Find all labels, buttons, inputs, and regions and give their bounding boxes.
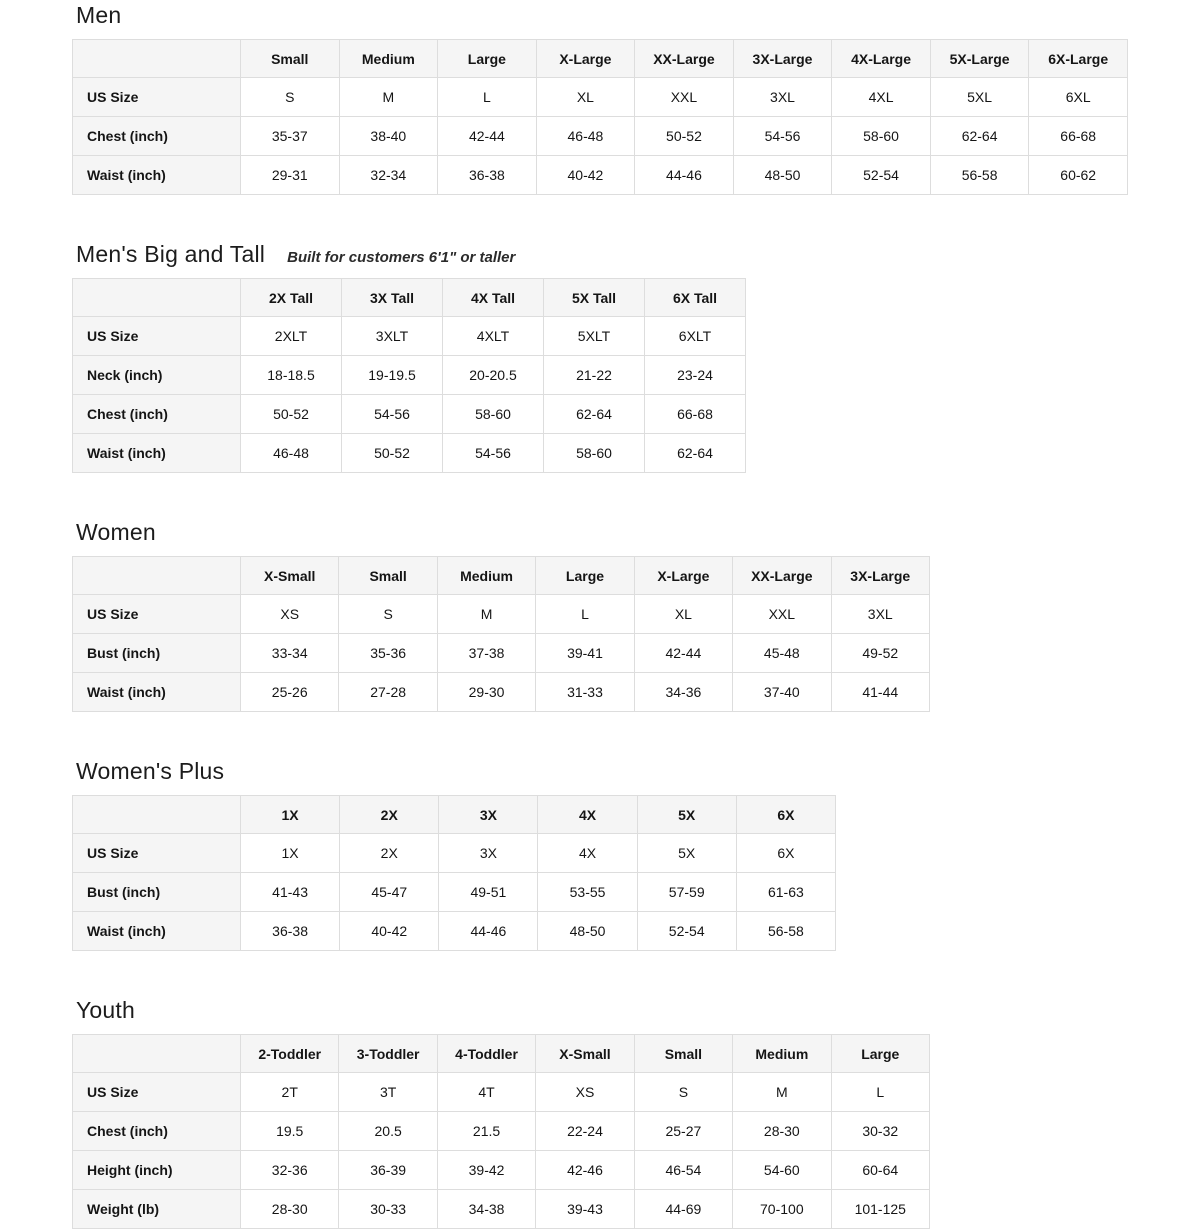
column-header: X-Small xyxy=(241,557,339,595)
size-value-cell: M xyxy=(437,595,535,634)
column-header: 2-Toddler xyxy=(241,1035,339,1073)
size-value-cell: XS xyxy=(536,1073,634,1112)
size-value-cell: 3XL xyxy=(733,78,832,117)
table-row xyxy=(73,834,836,873)
size-value-cell: 50-52 xyxy=(342,434,443,473)
header-row xyxy=(73,557,930,595)
size-table xyxy=(72,795,836,951)
size-value-cell: 29-30 xyxy=(437,673,535,712)
size-value-cell: 54-60 xyxy=(733,1151,831,1190)
size-value-cell: 20.5 xyxy=(339,1112,437,1151)
table-row xyxy=(73,317,746,356)
column-header: Large xyxy=(438,40,537,78)
row-label: Waist (inch) xyxy=(73,673,241,712)
size-value-cell: 4XLT xyxy=(443,317,544,356)
size-value-cell: 57-59 xyxy=(637,873,736,912)
table-row xyxy=(73,673,930,712)
size-value-cell: 3X xyxy=(439,834,538,873)
size-value-cell: 54-56 xyxy=(733,117,832,156)
size-value-cell: 50-52 xyxy=(635,117,734,156)
section-title-text: Youth xyxy=(76,997,135,1023)
size-table-mens-big-tall xyxy=(72,278,1130,473)
section-mens-big-tall xyxy=(72,241,1130,473)
section-youth xyxy=(72,997,1130,1229)
size-value-cell: 30-32 xyxy=(831,1112,929,1151)
size-value-cell: 48-50 xyxy=(733,156,832,195)
size-value-cell: 62-64 xyxy=(645,434,746,473)
size-table-men xyxy=(72,39,1130,195)
size-value-cell: 48-50 xyxy=(538,912,637,951)
column-header: 6X xyxy=(736,796,835,834)
size-table xyxy=(72,556,930,712)
header-row xyxy=(73,796,836,834)
size-value-cell: L xyxy=(536,595,634,634)
section-title-text: Men xyxy=(76,2,122,28)
header-row xyxy=(73,40,1128,78)
column-header: 3X Tall xyxy=(342,279,443,317)
column-header: 2X Tall xyxy=(241,279,342,317)
size-value-cell: 58-60 xyxy=(544,434,645,473)
size-value-cell: 20-20.5 xyxy=(443,356,544,395)
size-value-cell: 1X xyxy=(241,834,340,873)
size-value-cell: 50-52 xyxy=(241,395,342,434)
column-header: 3X xyxy=(439,796,538,834)
size-value-cell: 44-69 xyxy=(634,1190,732,1229)
size-value-cell: 4XL xyxy=(832,78,931,117)
column-header: 3X-Large xyxy=(831,557,929,595)
column-header: XX-Large xyxy=(635,40,734,78)
size-value-cell: 42-46 xyxy=(536,1151,634,1190)
row-label: Waist (inch) xyxy=(73,912,241,951)
section-title-text: Men's Big and Tall xyxy=(76,241,266,267)
size-value-cell: 54-56 xyxy=(342,395,443,434)
size-value-cell: 29-31 xyxy=(241,156,340,195)
size-value-cell: 42-44 xyxy=(634,634,732,673)
column-header: Medium xyxy=(733,1035,831,1073)
column-header: Large xyxy=(536,557,634,595)
column-header: Medium xyxy=(339,40,438,78)
size-value-cell: S xyxy=(634,1073,732,1112)
size-value-cell: 36-39 xyxy=(339,1151,437,1190)
header-row xyxy=(73,279,746,317)
size-value-cell: 34-36 xyxy=(634,673,732,712)
section-womens-plus xyxy=(72,758,1130,951)
section-title-mens-big-tall xyxy=(76,241,1130,268)
size-value-cell: 56-58 xyxy=(930,156,1029,195)
size-value-cell: 2XLT xyxy=(241,317,342,356)
row-label: US Size xyxy=(73,1073,241,1112)
row-label: Weight (lb) xyxy=(73,1190,241,1229)
table-row xyxy=(73,1151,930,1190)
row-label: Chest (inch) xyxy=(73,117,241,156)
column-header: Small xyxy=(241,40,340,78)
row-label: Chest (inch) xyxy=(73,395,241,434)
table-row xyxy=(73,395,746,434)
section-title-youth xyxy=(76,997,1130,1024)
size-value-cell: 19-19.5 xyxy=(342,356,443,395)
column-header: Large xyxy=(831,1035,929,1073)
size-value-cell: 38-40 xyxy=(339,117,438,156)
size-value-cell: 31-33 xyxy=(536,673,634,712)
column-header: 6X Tall xyxy=(645,279,746,317)
size-value-cell: 18-18.5 xyxy=(241,356,342,395)
size-value-cell: 54-56 xyxy=(443,434,544,473)
size-value-cell: 46-48 xyxy=(241,434,342,473)
size-table xyxy=(72,278,746,473)
column-header: 6X-Large xyxy=(1029,40,1128,78)
size-value-cell: 19.5 xyxy=(241,1112,339,1151)
column-header: 4-Toddler xyxy=(437,1035,535,1073)
size-value-cell: 49-51 xyxy=(439,873,538,912)
table-row xyxy=(73,1073,930,1112)
size-value-cell: 2T xyxy=(241,1073,339,1112)
column-header: XX-Large xyxy=(733,557,831,595)
size-value-cell: 49-52 xyxy=(831,634,929,673)
column-header: 5X xyxy=(637,796,736,834)
size-value-cell: 22-24 xyxy=(536,1112,634,1151)
size-value-cell: 46-48 xyxy=(536,117,635,156)
size-value-cell: 45-47 xyxy=(340,873,439,912)
size-value-cell: 66-68 xyxy=(645,395,746,434)
section-title-women xyxy=(76,519,1130,546)
size-value-cell: 28-30 xyxy=(241,1190,339,1229)
column-header: Small xyxy=(339,557,437,595)
size-value-cell: 36-38 xyxy=(438,156,537,195)
size-value-cell: 5XL xyxy=(930,78,1029,117)
section-title-womens-plus xyxy=(76,758,1130,785)
column-header: Medium xyxy=(437,557,535,595)
row-label: US Size xyxy=(73,834,241,873)
size-value-cell: 41-43 xyxy=(241,873,340,912)
size-value-cell: 5X xyxy=(637,834,736,873)
column-header: X-Large xyxy=(634,557,732,595)
column-header: Small xyxy=(634,1035,732,1073)
table-row xyxy=(73,595,930,634)
row-label: Height (inch) xyxy=(73,1151,241,1190)
size-table-womens-plus xyxy=(72,795,1130,951)
size-value-cell: 35-36 xyxy=(339,634,437,673)
size-value-cell: 52-54 xyxy=(637,912,736,951)
size-value-cell: 41-44 xyxy=(831,673,929,712)
size-value-cell: 39-41 xyxy=(536,634,634,673)
size-value-cell: 39-43 xyxy=(536,1190,634,1229)
size-value-cell: XXL xyxy=(733,595,831,634)
size-value-cell: 53-55 xyxy=(538,873,637,912)
row-label: Waist (inch) xyxy=(73,434,241,473)
column-header: X-Small xyxy=(536,1035,634,1073)
column-header: 3X-Large xyxy=(733,40,832,78)
column-header: 5X-Large xyxy=(930,40,1029,78)
size-table-women xyxy=(72,556,1130,712)
size-value-cell: 21-22 xyxy=(544,356,645,395)
size-value-cell: 40-42 xyxy=(340,912,439,951)
size-value-cell: 36-38 xyxy=(241,912,340,951)
size-value-cell: 25-27 xyxy=(634,1112,732,1151)
size-value-cell: 58-60 xyxy=(443,395,544,434)
column-header: 5X Tall xyxy=(544,279,645,317)
size-value-cell: 3T xyxy=(339,1073,437,1112)
size-value-cell: 4X xyxy=(538,834,637,873)
size-value-cell: 66-68 xyxy=(1029,117,1128,156)
table-row xyxy=(73,634,930,673)
size-value-cell: 5XLT xyxy=(544,317,645,356)
column-header: X-Large xyxy=(536,40,635,78)
header-row xyxy=(73,1035,930,1073)
size-value-cell: 23-24 xyxy=(645,356,746,395)
column-header: 4X xyxy=(538,796,637,834)
corner-cell xyxy=(73,279,241,317)
section-title-men xyxy=(76,2,1130,29)
size-value-cell: 56-58 xyxy=(736,912,835,951)
section-subtitle-text: Built for customers 6'1" or taller xyxy=(287,249,516,266)
size-value-cell: 32-34 xyxy=(339,156,438,195)
table-row xyxy=(73,434,746,473)
size-value-cell: 3XL xyxy=(831,595,929,634)
section-title-text: Women xyxy=(76,519,156,545)
section-women xyxy=(72,519,1130,712)
row-label: Bust (inch) xyxy=(73,634,241,673)
corner-cell xyxy=(73,796,241,834)
section-title-text: Women's Plus xyxy=(76,758,225,784)
size-value-cell: 46-54 xyxy=(634,1151,732,1190)
size-value-cell: 25-26 xyxy=(241,673,339,712)
table-row xyxy=(73,78,1128,117)
size-value-cell: 27-28 xyxy=(339,673,437,712)
size-value-cell: 58-60 xyxy=(832,117,931,156)
row-label: Bust (inch) xyxy=(73,873,241,912)
size-value-cell: L xyxy=(831,1073,929,1112)
row-label: US Size xyxy=(73,595,241,634)
row-label: US Size xyxy=(73,317,241,356)
row-label: Waist (inch) xyxy=(73,156,241,195)
size-value-cell: 6X xyxy=(736,834,835,873)
size-table xyxy=(72,39,1128,195)
size-value-cell: 4T xyxy=(437,1073,535,1112)
size-value-cell: M xyxy=(339,78,438,117)
table-row xyxy=(73,873,836,912)
size-value-cell: M xyxy=(733,1073,831,1112)
size-value-cell: S xyxy=(241,78,340,117)
size-value-cell: 6XLT xyxy=(645,317,746,356)
size-value-cell: 42-44 xyxy=(438,117,537,156)
size-value-cell: 45-48 xyxy=(733,634,831,673)
row-label: Chest (inch) xyxy=(73,1112,241,1151)
size-value-cell: 37-38 xyxy=(437,634,535,673)
table-row xyxy=(73,156,1128,195)
size-value-cell: 37-40 xyxy=(733,673,831,712)
column-header: 2X xyxy=(340,796,439,834)
size-value-cell: 34-38 xyxy=(437,1190,535,1229)
size-value-cell: 30-33 xyxy=(339,1190,437,1229)
size-value-cell: 70-100 xyxy=(733,1190,831,1229)
size-value-cell: 2X xyxy=(340,834,439,873)
table-row xyxy=(73,117,1128,156)
size-value-cell: 61-63 xyxy=(736,873,835,912)
size-value-cell: 35-37 xyxy=(241,117,340,156)
table-row xyxy=(73,356,746,395)
size-value-cell: 62-64 xyxy=(544,395,645,434)
column-header: 1X xyxy=(241,796,340,834)
size-value-cell: 40-42 xyxy=(536,156,635,195)
size-value-cell: 60-64 xyxy=(831,1151,929,1190)
corner-cell xyxy=(73,40,241,78)
section-men xyxy=(72,2,1130,195)
row-label: US Size xyxy=(73,78,241,117)
size-value-cell: 28-30 xyxy=(733,1112,831,1151)
size-value-cell: 3XLT xyxy=(342,317,443,356)
size-value-cell: 32-36 xyxy=(241,1151,339,1190)
size-value-cell: S xyxy=(339,595,437,634)
size-value-cell: 6XL xyxy=(1029,78,1128,117)
size-value-cell: 101-125 xyxy=(831,1190,929,1229)
size-value-cell: L xyxy=(438,78,537,117)
corner-cell xyxy=(73,557,241,595)
table-row xyxy=(73,1112,930,1151)
size-value-cell: 60-62 xyxy=(1029,156,1128,195)
table-row xyxy=(73,912,836,951)
size-value-cell: XS xyxy=(241,595,339,634)
size-value-cell: 21.5 xyxy=(437,1112,535,1151)
corner-cell xyxy=(73,1035,241,1073)
size-value-cell: XL xyxy=(536,78,635,117)
size-value-cell: 44-46 xyxy=(635,156,734,195)
size-value-cell: 52-54 xyxy=(832,156,931,195)
size-value-cell: 62-64 xyxy=(930,117,1029,156)
size-value-cell: 33-34 xyxy=(241,634,339,673)
size-value-cell: 44-46 xyxy=(439,912,538,951)
table-row xyxy=(73,1190,930,1229)
size-value-cell: XXL xyxy=(635,78,734,117)
size-value-cell: 39-42 xyxy=(437,1151,535,1190)
column-header: 3-Toddler xyxy=(339,1035,437,1073)
size-value-cell: XL xyxy=(634,595,732,634)
row-label: Neck (inch) xyxy=(73,356,241,395)
column-header: 4X-Large xyxy=(832,40,931,78)
column-header: 4X Tall xyxy=(443,279,544,317)
